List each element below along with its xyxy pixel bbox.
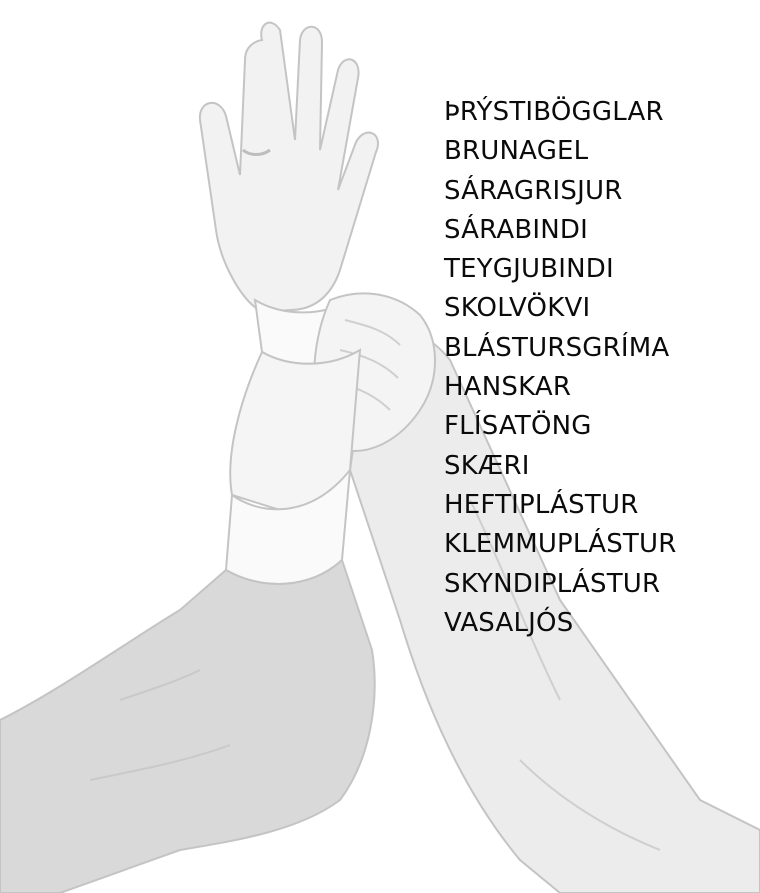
list-item: SKOLVÖKVI [444, 293, 591, 324]
list-item: SKYNDIPLÁSTUR [444, 568, 661, 599]
list-item: BRUNAGEL [444, 136, 589, 167]
list-item: BLÁSTURSGRÍMA [444, 332, 670, 363]
list-item: ÞRÝSTIBÖGGLAR [444, 97, 664, 127]
list-item: SKÆRI [444, 450, 530, 481]
list-item: FLÍSATÖNG [444, 411, 592, 442]
list-item: HANSKAR [444, 372, 572, 403]
left-sleeve [0, 560, 375, 893]
list-item: HEFTIPLÁSTUR [444, 489, 639, 520]
first-aid-supply-list [444, 93, 677, 643]
list-item: SÁRAGRISJUR [444, 175, 623, 206]
list-item: TEYGJUBINDI [444, 254, 614, 285]
raised-hand [200, 23, 378, 312]
list-item: SÁRABINDI [444, 214, 589, 245]
list-item: VASALJÓS [444, 607, 574, 638]
list-item: KLEMMUPLÁSTUR [444, 529, 677, 560]
